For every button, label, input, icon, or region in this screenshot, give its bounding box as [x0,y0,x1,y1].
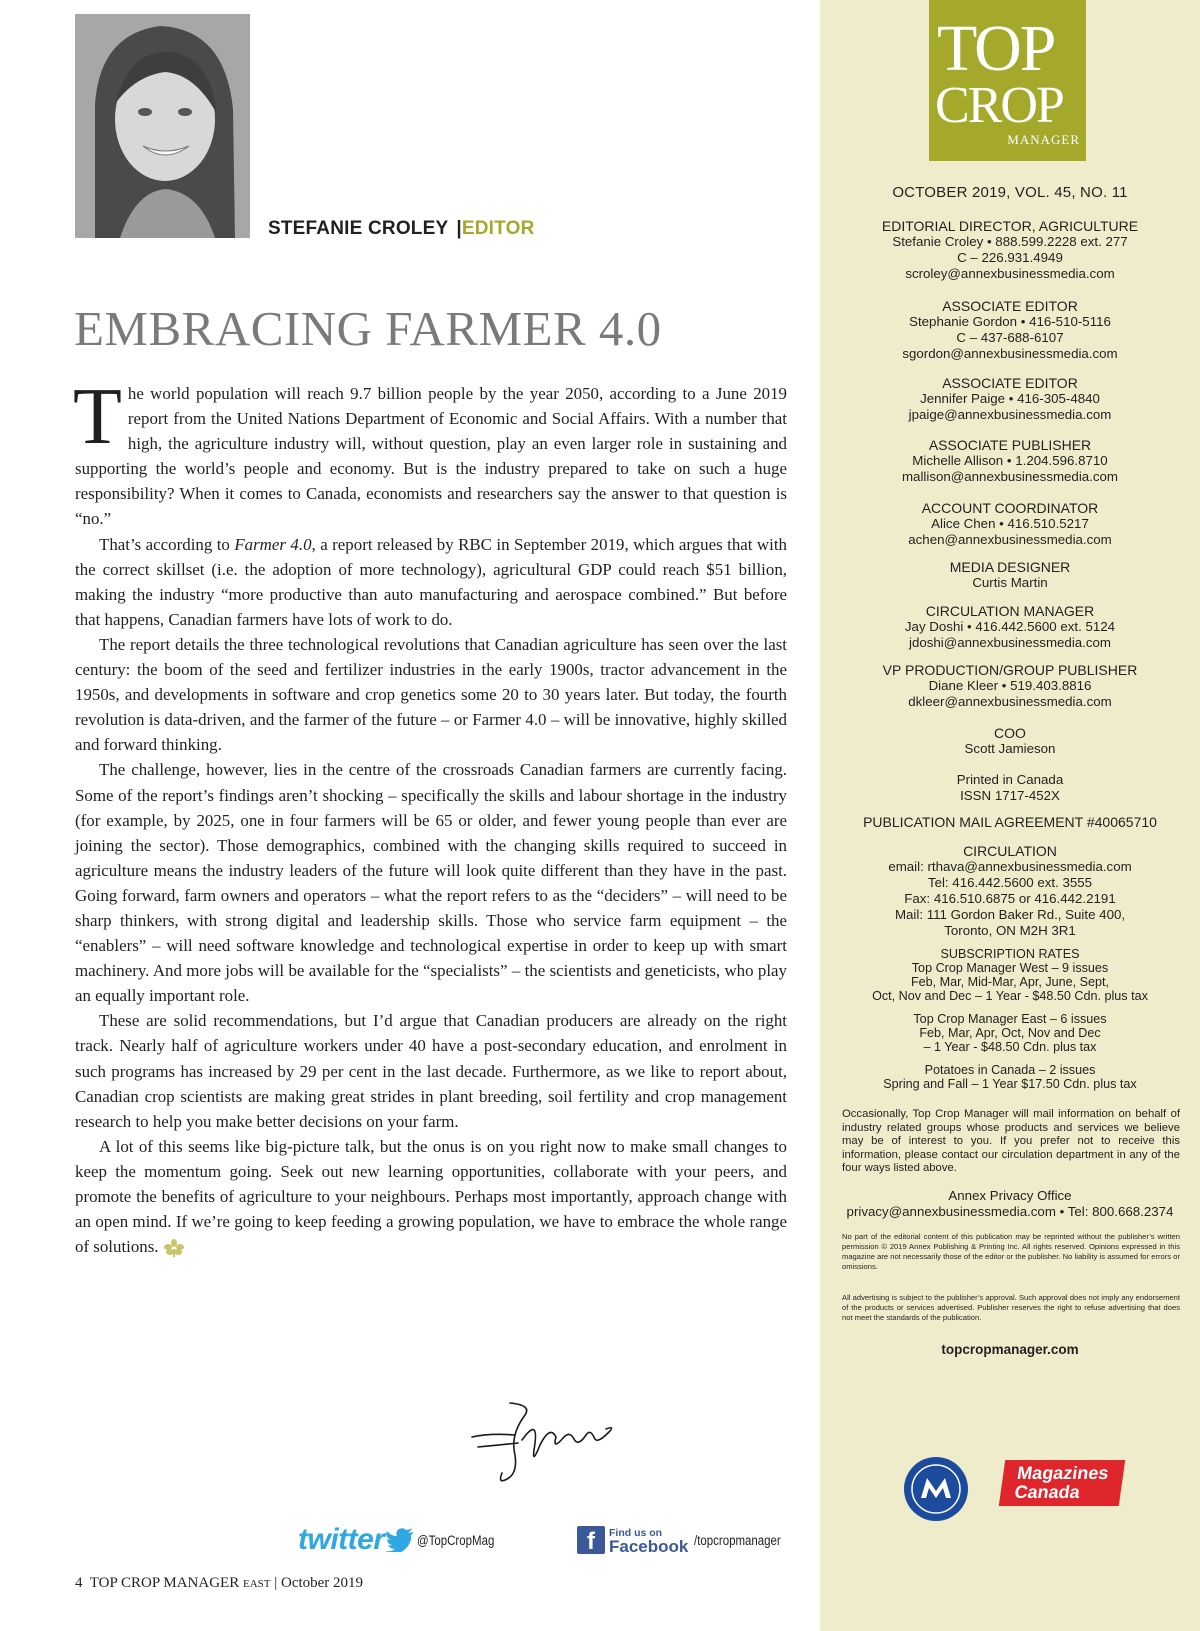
logo-manager-text: MANAGER [1007,132,1080,147]
end-mark-icon [163,1239,185,1257]
paragraph-3 [75,632,787,757]
facebook-label: Facebook [609,1537,689,1556]
staff-role: VP PRODUCTION/GROUP PUBLISHER [882,662,1138,678]
badge-mc-line2: Canada [1013,1482,1082,1502]
page-footer [75,1575,363,1592]
twitter-link[interactable] [298,1520,508,1560]
print-info [835,772,1185,804]
publication-mail-agreement [835,814,1185,830]
logo-top-text: TOP [937,12,1055,85]
staff-line: Scott Jamieson [964,741,1056,756]
issue-info: OCTOBER 2019, VOL. 45, NO. 11 [892,184,1128,201]
twitter-bird-icon [385,1528,415,1552]
legal-copyright: No part of the editorial content of this publication may be reprinted without the publisher’s written permission © 2019 Annex Publishing & Printing Inc. All rights reserved. Opinions expressed in this magazine are not necessarily those of the editor or the publisher. No liability is assumed for errors or omissions. [842,1232,1180,1271]
logo-crop-text: CROP [935,77,1063,134]
staff-role: EDITORIAL DIRECTOR, AGRICULTURE [881,218,1139,234]
staff-line: mallison@annexbusinessmedia.com [901,469,1118,484]
article-body [73,373,787,1259]
website-link[interactable]: topcropmanager.com [941,1342,1079,1357]
legal-advertising: All advertising is subject to the publisher’s approval. Such approval does not imply any endorsement of the products or services advertised. Publisher reserves the right to refuse advertising that does not meet the standards of the publication. [842,1293,1180,1322]
facebook-wordmark [609,1526,688,1554]
staff-role: MEDIA DESIGNER [949,559,1071,575]
paragraph-4-text: The challenge, however, lies in the centre of the crossroads Canadian farmers are currently facing. Some of the report’s findings aren’t shocking – specifically the skills and labour shortage in the industry (for example, by 2025, one in four farmers will be 65 or older, and fewer young people than ever are joining the sector). Those demographics, combined with the changing skills required to succeed in agriculture means the industry leaders of the future will look quite different than they have in the past. Going forward, farm owners and operators – what the report refers to as the “deciders” – will need to be sharp thinkers, with strong digital and leadership skills. Those who service farm equipment – the “enablers” – will need software knowledge and technological expertise in order to keep up with smart machinery. And more jobs will be available for the “specialists” – the scientists and geneticists, who play an equally important role. [75,760,787,1006]
staff-line: dkleer@annexbusinessmedia.com [908,694,1112,709]
staff-block-associate-publisher [835,437,1185,485]
paragraph-2 [75,532,787,632]
aam-compliant-badge [903,1456,969,1522]
staff-line: Stephanie Gordon • 416-510-5116 [909,314,1111,329]
staff-line: Jennifer Paige • 416-305-4840 [920,391,1100,406]
paragraph-1 [73,373,787,532]
twitter-handle: @TopCropMag [416,1532,494,1548]
staff-line: jdoshi@annexbusinessmedia.com [909,635,1111,650]
circulation-line: Tel: 416.442.5600 ext. 3555 [927,875,1093,890]
paragraph-6 [75,1134,787,1259]
staff-role: COO [994,725,1026,741]
staff-role: ACCOUNT COORDINATOR [921,500,1099,516]
staff-role: ASSOCIATE EDITOR [942,375,1078,391]
page-number: 4 [75,1575,83,1591]
staff-line: Stefanie Croley • 888.599.2228 ext. 277 [892,234,1128,249]
staff-block-media-designer [835,559,1185,591]
article-headline: EMBRACING FARMER 4.0 [74,301,662,356]
facebook-icon: f [577,1526,605,1554]
paragraph-6-text: A lot of this seems like big-picture talk, but the onus is on you right now to make small changes to keep the momentum going. Seek out new learning opportunities, collaborate with your peers, and promote the benefits of agriculture to your neighbours. Perhaps most importantly, approach change with an open mind. If we’re going to keep feeding a growing population, we have to embrace the whole range of solutions. [75,1136,787,1257]
paragraph-5 [75,1008,787,1133]
printed-in: Printed in Canada [956,772,1064,787]
staff-block-associate-editor-2 [835,375,1185,423]
staff-role: ASSOCIATE PUBLISHER [928,437,1092,453]
subscription-line: – 1 Year - $48.50 Cdn. plus tax [923,1040,1097,1054]
staff-line: achen@annexbusinessmedia.com [908,532,1112,547]
staff-line: Alice Chen • 416.510.5217 [931,516,1089,531]
staff-line: Diane Kleer • 519.403.8816 [928,678,1092,693]
staff-line: Jay Doshi • 416.442.5600 ext. 5124 [904,619,1116,634]
badge-mc-line1: Magazines [1016,1463,1110,1483]
footer-edition: EAST [242,1578,271,1590]
facebook-link[interactable] [577,1520,796,1560]
staff-block-associate-editor-1 [835,298,1185,362]
magazines-canada-badge [999,1460,1125,1506]
circulation-line: email: rthava@annexbusinessmedia.com [888,859,1132,874]
staff-line: jpaige@annexbusinessmedia.com [908,407,1112,422]
staff-block-account-coordinator [835,500,1185,548]
paragraph-2-text-b: , a report released by RBC in September 2019, which argues that with the correct skillset (i.e. the adoption of more technology), agricultural GDP could reach $51 billion, making the industry “more productive than auto manufacturing and aerospace combined.” But before that happens, Canadian farmers have lots of work to do. [75,534,787,629]
footer-title: TOP CROP MANAGER [89,1575,240,1591]
subscription-heading: SUBSCRIPTION RATES [940,947,1080,961]
circulation-block [835,843,1185,939]
issue-line [835,185,1185,201]
report-title: Farmer 4.0 [234,534,312,554]
staff-line: Curtis Martin [972,575,1048,590]
byline-role: EDITOR [461,218,535,239]
staff-block-coo [835,725,1185,757]
staff-line: C – 226.931.4949 [957,250,1063,265]
subscription-line: Feb, Mar, Apr, Oct, Nov and Dec [919,1026,1101,1040]
paragraph-5-text: These are solid recommendations, but I’d argue that Canadian producers are already on the right track. Nearly half of agriculture workers under 40 have a post-secondary education, and enrolment in such programs has increased by 29 per cent in the last decade. Furthermore, as we like to report about, Canadian crop scientists are making great strides in plant breeding, soil fertility and crop management research to help you make better decisions on your farm. [75,1011,787,1131]
subscription-rates [835,947,1185,1091]
circulation-line: Fax: 416.510.6875 or 416.442.2191 [904,891,1116,906]
issn: ISSN 1717-452X [960,788,1060,803]
circulation-heading: CIRCULATION [963,843,1057,859]
privacy-line: Annex Privacy Office [948,1188,1072,1203]
subscription-line: Top Crop Manager East – 6 issues [913,1012,1107,1026]
footer-date: October 2019 [280,1575,364,1591]
editor-photo [75,14,250,238]
facebook-handle: /topcropmanager [694,1532,782,1548]
staff-block-circulation-manager [835,603,1185,651]
mailing-notice: Occasionally, Top Crop Manager will mail information on behalf of industry related groups whose products and services we believe may be of interest to you. If you prefer not to receive this information, please contact our circulation department in any of the four ways listed above. [842,1108,1180,1174]
staff-line: scroley@annexbusinessmedia.com [905,266,1115,281]
paragraph-4 [75,757,787,1008]
subscription-line: Potatoes in Canada – 2 issues [924,1063,1096,1077]
paragraph-1-text: he world population will reach 9.7 billion people by the year 2050, according to a June 2019 report from the United Nations Department of Economic and Social Affairs. With a number that high, the agriculture industry will, without question, play an even larger role in sustaining and supporting the world’s people and economy. But is the industry prepared to take on such a huge responsibility? When it comes to Canada, economists and researchers say the answer to that question is “no.” [75,384,787,529]
paragraph-2-text-a: That’s according to [99,534,235,554]
staff-line: Michelle Allison • 1.204.596.8710 [912,453,1108,468]
staff-block-editorial-director [835,218,1185,282]
footer-separator: | [274,1575,278,1591]
staff-role: CIRCULATION MANAGER [925,603,1095,619]
magazine-logo [929,0,1086,161]
byline [268,218,535,240]
paragraph-3-text: The report details the three technological revolutions that Canadian agriculture has seen over the last century: the boom of the seed and fertilizer industries in the early 1900s, tractor advancement in the 1950s, and developments in software and crop genetics some 20 to 30 years later. But today, the fourth revolution is data-driven, and the farmer of the future – or Farmer 4.0 – will be innovative, highly skilled and forward thinking. [75,634,787,755]
byline-name: STEFANIE CROLEY [268,218,449,239]
editor-signature [470,1395,620,1485]
subscription-line: Spring and Fall – 1 Year $17.50 Cdn. plus tax [883,1077,1137,1091]
facebook-find-us: Find us on [609,1527,663,1539]
byline-separator: | [456,218,462,239]
privacy-office [835,1188,1185,1220]
subscription-line: Feb, Mar, Mid-Mar, Apr, June, Sept, [910,975,1110,989]
circulation-line: Toronto, ON M2H 3R1 [944,923,1076,938]
drop-cap: T [73,373,122,461]
circulation-line: Mail: 111 Gordon Baker Rd., Suite 400, [894,907,1126,922]
staff-line: C – 437-688-6107 [956,330,1064,345]
subscription-line: Top Crop Manager West – 9 issues [911,961,1109,975]
privacy-line: privacy@annexbusinessmedia.com • Tel: 800.668.2374 [846,1204,1174,1219]
subscription-line: Oct, Nov and Dec – 1 Year - $48.50 Cdn. plus tax [872,989,1148,1003]
staff-line: sgordon@annexbusinessmedia.com [902,346,1118,361]
twitter-logo: twitter [298,1523,385,1556]
staff-block-vp-production [835,662,1185,710]
pma-number: PUBLICATION MAIL AGREEMENT #40065710 [863,814,1157,830]
staff-role: ASSOCIATE EDITOR [942,298,1078,314]
